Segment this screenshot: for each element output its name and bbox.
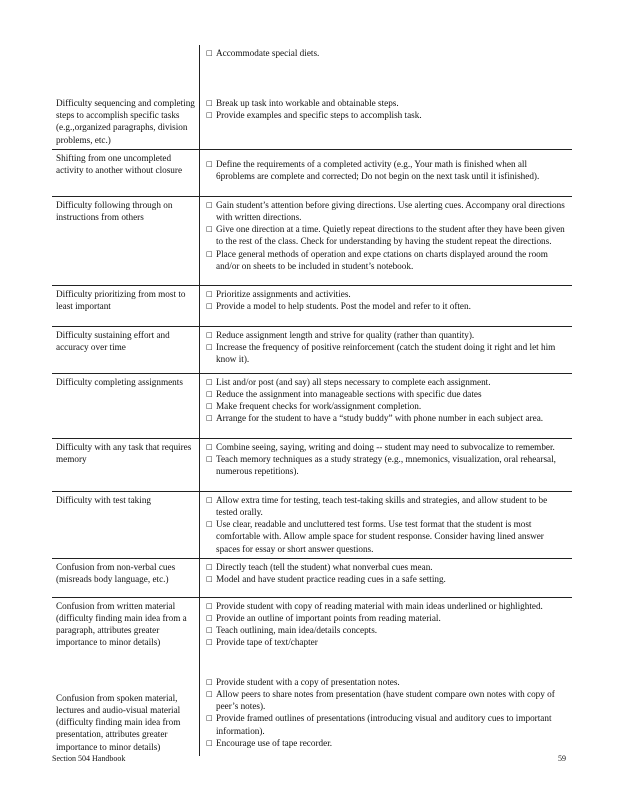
- table-row: [52, 196, 572, 285]
- accommodation-text: Provide student with a copy of presentation notes.: [216, 676, 400, 687]
- accommodation-item: [206, 97, 568, 109]
- table-row: [52, 438, 572, 491]
- accommodation-text: Encourage use of tape recorder.: [216, 737, 333, 748]
- difficulty-label: Difficulty with any task that requires memory: [52, 439, 200, 491]
- difficulty-label: Confusion from non-verbal cues (misreads body language, etc.): [52, 559, 200, 597]
- accommodation-text: Reduce the assignment into manageable sections with specific due dates: [216, 389, 482, 400]
- bullet-box-icon: □: [206, 402, 213, 411]
- accommodation-text: Place general methods of operation and expe ctations on charts displayed around the room and/or on sheets to be included in student’s notebook.: [216, 248, 548, 271]
- accommodation-item: [206, 712, 568, 736]
- accommodation-text: Allow peers to share notes from presentation (have student compare own notes with copy of peer’s notes).: [216, 689, 555, 712]
- bullet-box-icon: □: [206, 111, 213, 120]
- accommodation-text: Teach memory techniques as a study strategy (e.g., mnemonics, visualization, oral rehearsal, numerous repetitions).: [216, 454, 556, 477]
- accommodations-cell: [200, 197, 572, 285]
- bullet-box-icon: □: [206, 49, 213, 57]
- table-row: [52, 597, 572, 674]
- accommodations-cell: [200, 327, 572, 373]
- accommodation-text: Allow extra time for testing, teach test-taking skills and strategies, and allow student to be tested orally.: [216, 494, 548, 518]
- difficulty-label: Difficulty sustaining effort and accuracy over time: [52, 327, 200, 373]
- accommodation-text: Reduce assignment length and strive for quality (rather than quantity).: [216, 329, 475, 340]
- bullet-box-icon: □: [206, 225, 213, 234]
- table-row: [52, 491, 572, 558]
- bullet-box-icon: □: [206, 390, 213, 399]
- table-row: [52, 285, 572, 326]
- bullet-box-icon: □: [206, 455, 213, 464]
- footer-title: Section 504 Handbook: [52, 754, 126, 763]
- accommodations-cell: [200, 439, 572, 491]
- accommodation-item: [206, 612, 568, 624]
- accommodation-item: [206, 561, 568, 573]
- bullet-box-icon: □: [206, 330, 213, 339]
- bullet-box-icon: □: [206, 626, 213, 635]
- accommodation-text: Gain student’s attention before giving directions. Use alerting cues. Accompany oral directions with written directions.: [216, 199, 565, 223]
- accommodation-item: [206, 109, 568, 121]
- bullet-box-icon: □: [206, 495, 213, 504]
- accommodation-text: Prioritize assignments and activities.: [216, 288, 351, 299]
- bullet-box-icon: □: [206, 200, 213, 209]
- accommodation-item: [206, 573, 568, 585]
- accommodations-cell: [200, 374, 572, 438]
- table-row: [52, 674, 572, 756]
- accommodation-text: Model and have student practice reading cues in a safe setting.: [216, 574, 446, 585]
- bullet-box-icon: □: [206, 575, 213, 584]
- accommodation-text: Provide framed outlines of presentations (introducing visual and auditory cues to important information).: [216, 713, 552, 736]
- bullet-box-icon: □: [206, 302, 213, 311]
- accommodation-item: [206, 300, 568, 312]
- difficulty-label: Confusion from spoken material, lectures and audio-visual material (difficulty finding main idea from presentation, attributes greater importance to minor details): [52, 674, 200, 756]
- accommodations-cell: [200, 598, 572, 674]
- accommodation-item: [206, 624, 568, 636]
- accommodation-text: Combine seeing, saying, writing and doing -- student may need to subvocalize to remember.: [216, 441, 555, 452]
- bullet-box-icon: □: [206, 714, 213, 723]
- accommodation-item: [206, 676, 568, 688]
- accommodation-text: Provide examples and specific steps to accomplish task.: [216, 110, 422, 121]
- accommodation-text: Arrange for the student to have a “study buddy” with phone number in each subject area.: [216, 413, 544, 424]
- accommodation-item: [206, 158, 568, 182]
- accommodation-item: [206, 518, 568, 555]
- accommodation-item: [206, 341, 568, 365]
- difficulty-label: Difficulty completing assignments: [52, 374, 200, 438]
- bullet-box-icon: □: [206, 520, 213, 529]
- accommodation-text: List and/or post (and say) all steps necessary to complete each assignment.: [216, 376, 491, 387]
- bullet-box-icon: □: [206, 377, 213, 386]
- accommodation-text: Accommodate special diets.: [216, 48, 320, 58]
- accommodation-text: Provide a model to help students. Post the model and refer to it often.: [216, 301, 471, 312]
- bullet-box-icon: □: [206, 562, 213, 571]
- accommodation-item: [206, 412, 568, 424]
- bullet-box-icon: □: [206, 690, 213, 699]
- accommodation-text: Provide tape of text/chapter: [216, 637, 318, 648]
- accommodation-item: [206, 453, 568, 477]
- accommodation-item: [206, 199, 568, 223]
- difficulty-label: Difficulty sequencing and completing steps to accomplish specific tasks (e.g.,organized paragraphs, division problems, etc.): [52, 71, 200, 149]
- table-row: [52, 45, 572, 71]
- accommodation-item: [206, 688, 568, 712]
- bullet-box-icon: □: [206, 289, 213, 298]
- table-row: [52, 558, 572, 597]
- accommodation-text: Directly teach (tell the student) what nonverbal cues mean.: [216, 561, 433, 572]
- accommodation-item: [206, 248, 568, 272]
- accommodations-cell: [200, 492, 572, 558]
- accommodation-text: Break up task into workable and obtainable steps.: [216, 98, 399, 108]
- accommodation-text: Define the requirements of a completed activity (e.g., Your math is finished when all 6problems are complete and corrected; Do not begin on the next task until it isfinished).: [216, 158, 540, 182]
- difficulty-label: Difficulty prioritizing from most to least important: [52, 286, 200, 326]
- accommodation-item: [206, 376, 568, 388]
- bullet-box-icon: □: [206, 677, 213, 686]
- bullet-box-icon: □: [206, 99, 213, 107]
- difficulty-label: Shifting from one uncompleted activity to another without closure: [52, 150, 200, 196]
- accommodation-item: [206, 494, 568, 518]
- accommodation-text: Use clear, readable and uncluttered test forms. Use test format that the student is most comfortable with. Allow ample space for student response. Consider having lined answer spaces for essay or short answer questions.: [216, 519, 544, 554]
- accommodation-text: Make frequent checks for work/assignment completion.: [216, 401, 422, 412]
- accommodation-item: [206, 388, 568, 400]
- accommodation-item: [206, 636, 568, 648]
- bullet-box-icon: □: [206, 249, 213, 258]
- accommodation-item: [206, 737, 568, 749]
- accommodation-item: [206, 400, 568, 412]
- bullet-box-icon: □: [206, 159, 213, 168]
- accommodations-cell: [200, 559, 572, 597]
- accommodations-cell: [200, 45, 572, 71]
- bullet-box-icon: □: [206, 638, 213, 647]
- difficulty-label: Difficulty with test taking: [52, 492, 200, 558]
- accommodations-cell: [200, 150, 572, 196]
- table-row: [52, 326, 572, 373]
- accommodation-item: [206, 47, 568, 59]
- accommodations-cell: [200, 674, 572, 756]
- table-row: [52, 373, 572, 438]
- accommodation-item: [206, 329, 568, 341]
- bullet-box-icon: □: [206, 343, 213, 352]
- bullet-box-icon: □: [206, 601, 213, 610]
- bullet-box-icon: □: [206, 614, 213, 623]
- accommodation-item: [206, 600, 568, 612]
- accommodation-text: Give one direction at a time. Quietly repeat directions to the student after they have been given to the rest of the class. Check for understanding by having the student repeat the directions.: [216, 224, 565, 247]
- difficulty-label: Confusion from written material (difficulty finding main idea from a paragraph, attributes greater importance to minor details): [52, 598, 200, 674]
- accommodation-item: [206, 441, 568, 453]
- accommodation-text: Teach outlining, main idea/details concepts.: [216, 625, 378, 636]
- accommodations-cell: [200, 286, 572, 326]
- accommodation-item: [206, 223, 568, 247]
- accommodations-table: [52, 45, 572, 756]
- page-number: 59: [558, 754, 566, 763]
- bullet-box-icon: □: [206, 414, 213, 423]
- table-row: [52, 149, 572, 196]
- accommodation-text: Increase the frequency of positive reinforcement (catch the student doing it right and let him know it).: [216, 342, 556, 365]
- accommodations-cell: [200, 71, 572, 149]
- accommodation-item: [206, 288, 568, 300]
- difficulty-label: [52, 45, 200, 71]
- difficulty-label: Difficulty following through on instructions from others: [52, 197, 200, 285]
- bullet-box-icon: □: [206, 738, 213, 747]
- table-row: [52, 71, 572, 149]
- accommodation-text: Provide student with copy of reading material with main ideas underlined or highlighted.: [216, 600, 543, 611]
- bullet-box-icon: □: [206, 442, 213, 451]
- accommodation-text: Provide an outline of important points from reading material.: [216, 613, 441, 624]
